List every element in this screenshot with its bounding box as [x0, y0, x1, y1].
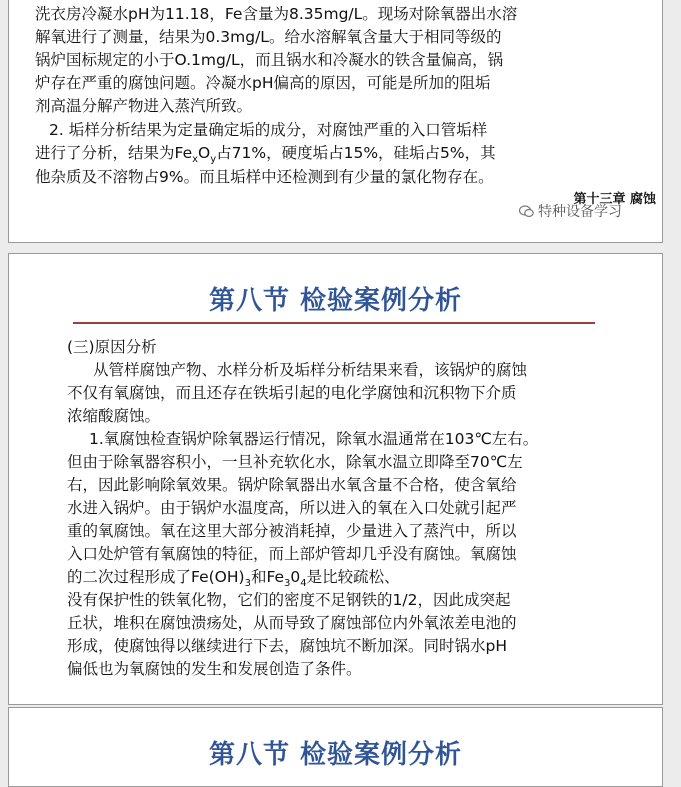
- slide-next: [8, 707, 663, 787]
- slide-current: [8, 253, 663, 705]
- text-line: 从管样腐蚀产物、水样分析及垢样分析结果来看，该锅炉的腐蚀: [93, 361, 528, 379]
- text-line: 解氧进行了测量，结果为0.3mg/L。给水溶解氧含量大于相同等级的: [35, 28, 502, 46]
- text-line: 剂高温分解产物进入蒸汽所致。: [35, 97, 253, 115]
- text-line: 没有保护性的铁氧化物，它们的密度不足钢铁的1/2，因此成突起: [67, 591, 511, 609]
- title-divider: [73, 322, 595, 324]
- text-line-formula: 进行了分析，结果为$Fe_xO_y$占71%，硬度垢占15%，硅垢占5%，其: [35, 144, 496, 166]
- text-line: 浓缩酸腐蚀。: [67, 407, 161, 425]
- text-line: 偏低也为氧腐蚀的发生和发展创造了条件。: [67, 660, 362, 678]
- text-line: 2. 垢样分析结果为定量确定垢的成分，对腐蚀严重的入口管垢样: [49, 121, 488, 139]
- text-line: 洗衣房冷凝水pH为11.18，Fe含量为8.35mg/L。现场对除氧器出水溶: [35, 5, 518, 23]
- slide-previous: [8, 0, 663, 243]
- watermark: [519, 201, 622, 221]
- text-line: 重的氧腐蚀。氧在这里大部分被消耗掉，少量进入了蒸汽中，所以: [67, 522, 517, 540]
- text-line: 入口处炉管有氧腐蚀的特征，而上部炉管却几乎没有腐蚀。氧腐蚀: [67, 545, 517, 563]
- wechat-icon: [519, 205, 534, 218]
- slide-title: 第八节 检验案例分析: [208, 286, 463, 316]
- slide-title: 第八节 检验案例分析: [208, 740, 463, 770]
- text-line-formula: 的二次过程形成了$Fe(OH)_3$和$Fe_30_4$是比较疏松、: [67, 568, 400, 590]
- text-line: 炉存在严重的腐蚀问题。冷凝水pH偏高的原因，可能是所加的阻垢: [35, 74, 491, 92]
- text-line: 不仅有氧腐蚀，而且还存在铁垢引起的电化学腐蚀和沉积物下介质: [67, 384, 517, 402]
- text-line: 水进入锅炉。由于锅炉水温度高，所以进入的氧在入口处就引起严: [67, 499, 517, 517]
- text-line: 形成，使腐蚀得以继续进行下去，腐蚀坑不断加深。同时锅水pH: [67, 637, 507, 655]
- text-line: 锅炉国标规定的小于O.1mg/L，而且锅水和冷凝水的铁含量偏高，锅: [35, 51, 504, 69]
- text-line: 右，因此影响除氧效果。锅炉除氧器出水氧含量不合格，使含氧给: [67, 476, 517, 494]
- text-line: 他杂质及不溶物占9%。而且垢样中还检测到有少量的氯化物存在。: [35, 168, 494, 186]
- watermark-text: 特种设备学习: [538, 204, 622, 220]
- text-line: 但由于除氧器容积小，一旦补充软化水，除氧水温立即降至70℃左: [67, 453, 523, 471]
- section-heading: (三)原因分析: [67, 338, 157, 356]
- chapter-footer: 第十三章 腐蚀: [573, 192, 656, 207]
- text-line: 1.氧腐蚀检查锅炉除氧器运行情况，除氧水温通常在103℃左右。: [89, 430, 539, 448]
- text-line: 丘状，堆积在腐蚀溃疡处，从而导致了腐蚀部位内外氧浓差电池的: [67, 614, 517, 632]
